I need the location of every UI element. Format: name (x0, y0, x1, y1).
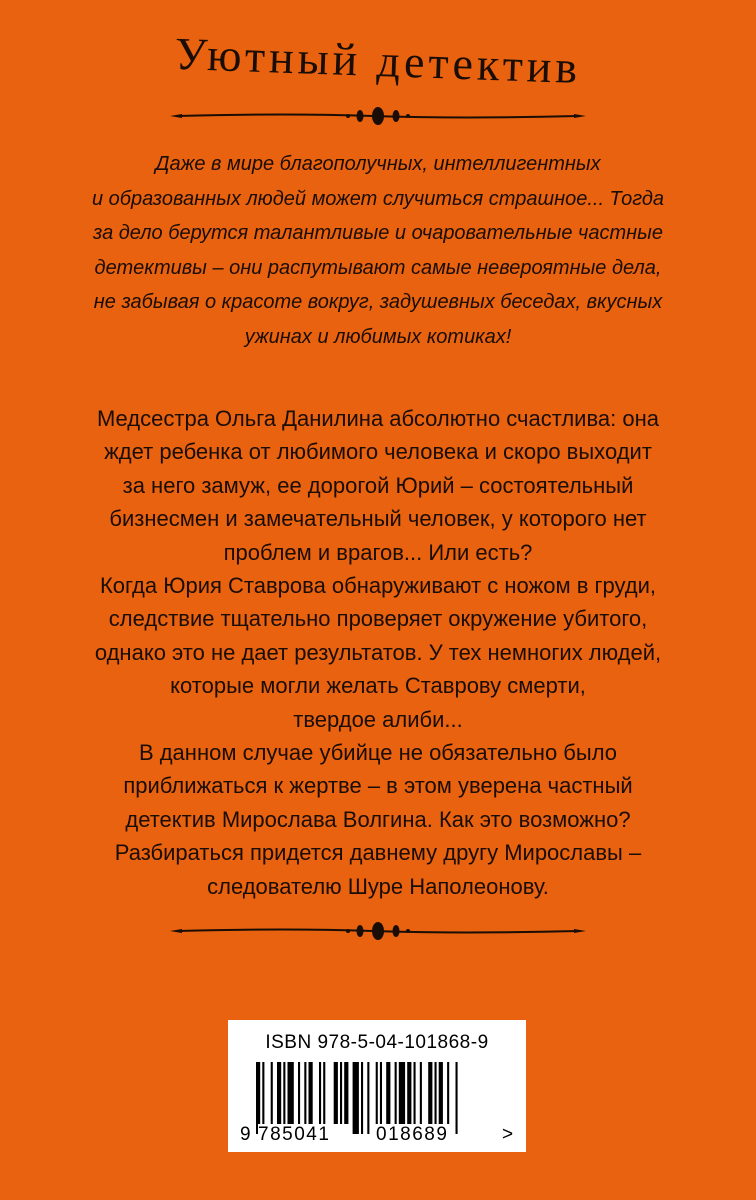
barcode-bar (323, 1062, 325, 1124)
barcode-bar (353, 1062, 359, 1134)
barcode-bar (271, 1062, 273, 1124)
barcode-bar (386, 1062, 390, 1124)
barcode-bar (380, 1062, 382, 1124)
barcode-bar (367, 1062, 369, 1134)
description-line: проблем и врагов... Или есть? (223, 539, 533, 565)
barcode-bar (435, 1062, 437, 1124)
barcode-bar (447, 1062, 449, 1124)
barcode-bar (456, 1062, 458, 1134)
barcode-bar (283, 1062, 285, 1124)
description-line: Разбираться придется давнему другу Мирославы – (114, 840, 642, 866)
tagline-line: ужинах и любимых котиках! (244, 325, 512, 348)
barcode-digit-first: 9 (240, 1124, 253, 1145)
barcode-digits-right: 018689 (376, 1124, 449, 1145)
description-line: Медсестра Ольга Данилина абсолютно счастлива: она (96, 406, 659, 431)
description-line: ждет ребенка от любимого человека и скоро выходит (104, 439, 652, 465)
barcode-bar (428, 1062, 432, 1124)
description-line: Когда Юрия Ставрова обнаруживают с ножом в груди, (99, 573, 657, 599)
description-line: детектив Мирослава Волгина. Как это возможно? (125, 806, 631, 832)
isbn-label: ISBN 978-5-04-101868-9 (265, 1032, 489, 1053)
description-line: приближаться к жертве – в этом уверена частный (123, 773, 633, 799)
tagline-line: Даже в мире благополучных, интеллигентных (155, 153, 601, 175)
description-line: которые могли желать Ставрову смерти, (170, 673, 586, 699)
series-title: Уютный детектив (173, 27, 583, 94)
description-line: В данном случае убийце не обязательно было (138, 740, 618, 766)
book-description (40, 402, 716, 903)
barcode-bar (420, 1062, 422, 1124)
barcode-bar (298, 1062, 300, 1124)
description-line: следователю Шуре Наполеонову. (207, 873, 549, 899)
barcode-arrow: > (502, 1124, 515, 1145)
barcode-bar (340, 1062, 342, 1124)
series-tagline (60, 147, 696, 354)
tagline-line: за дело берутся талантливые и очаровательные частные (93, 222, 663, 244)
top-ornament-divider (0, 103, 756, 129)
barcode-bar (344, 1062, 348, 1124)
barcode-bar (309, 1062, 313, 1124)
barcode-bar (319, 1062, 321, 1124)
barcode-bar (407, 1062, 411, 1124)
barcode-bar (288, 1062, 294, 1124)
barcode-bar (277, 1062, 281, 1124)
barcode-bar (395, 1062, 397, 1124)
tagline-line: не забывая о красоте вокруг, задушевных беседах, вкусных (93, 291, 663, 313)
barcode-bar (334, 1062, 338, 1124)
barcode-bar (376, 1062, 378, 1124)
isbn-barcode (228, 1020, 526, 1152)
description-line: за него замуж, ее дорогой Юрий – состоятельный (122, 472, 634, 498)
description-line: следствие тщательно проверяет окружение убитого, (108, 606, 648, 632)
tagline-line: и образованных людей может случиться страшное... Тогда (91, 187, 665, 210)
barcode-bar (304, 1062, 306, 1124)
tagline-line: детективы – они распутывают самые невероятные дела, (94, 256, 662, 279)
barcode-digits-left: 785041 (258, 1124, 331, 1145)
barcode-bar (414, 1062, 416, 1124)
description-line: твердое алиби... (293, 706, 463, 732)
barcode-bar (361, 1062, 363, 1134)
barcode-bar (439, 1062, 443, 1124)
bottom-ornament-divider (0, 918, 756, 944)
barcode-bar (399, 1062, 405, 1124)
description-line: бизнесмен и замечательный человек, у которого нет (109, 506, 647, 532)
description-line: однако это не дает результатов. У тех немногих людей, (94, 639, 662, 665)
